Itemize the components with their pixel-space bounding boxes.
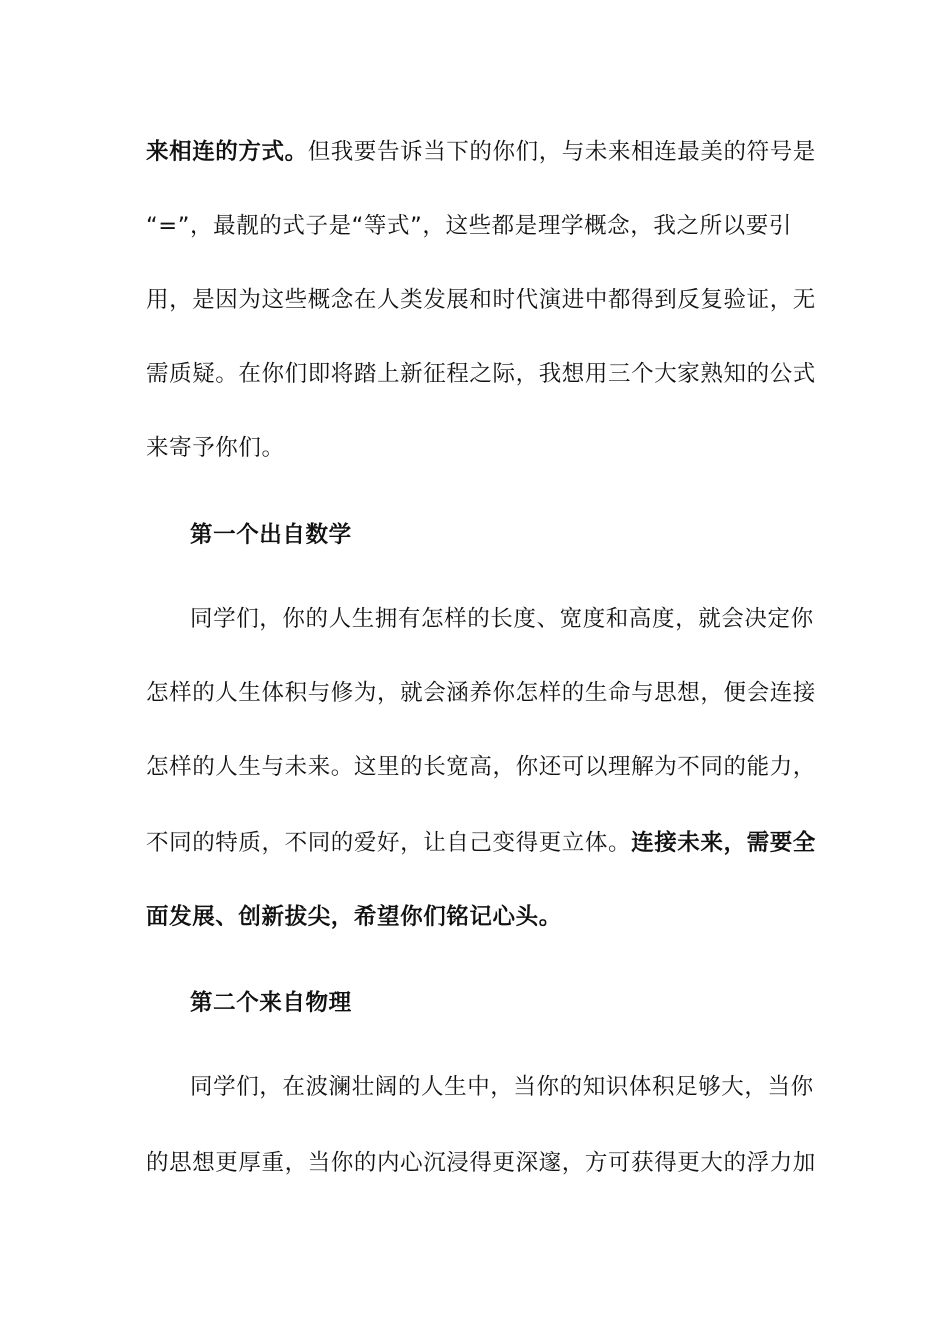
body-text: 但我要告诉当下的你们，与未来相连最美的符号是 xyxy=(307,139,816,165)
paragraph-line-2 xyxy=(146,211,806,241)
body-text: “=”，最靓的式子是“等式”，这些都是理学概念，我之所以要引 xyxy=(146,213,792,239)
heading-text: 第二个来自物理 xyxy=(190,990,352,1016)
body-text: 同学们，在波澜壮阔的人生中，当你的知识体积足够大，当你 xyxy=(190,1074,814,1100)
paragraph-line-13 xyxy=(190,1072,850,1102)
body-text: 不同的特质，不同的爱好，让自己变得更立体。 xyxy=(146,830,632,856)
paragraph-line-10 xyxy=(146,828,816,858)
paragraph-line-14 xyxy=(146,1148,816,1178)
body-text: 同学们，你的人生拥有怎样的长度、宽度和高度，就会决定你 xyxy=(190,606,814,632)
paragraph-line-3 xyxy=(146,285,816,315)
heading-text: 第一个出自数学 xyxy=(190,522,352,548)
paragraph-line-9 xyxy=(146,752,816,782)
bold-text: 连接未来，需要全 xyxy=(631,830,816,856)
section-heading-physics xyxy=(190,988,850,1018)
paragraph-line-7 xyxy=(190,604,850,634)
paragraph-line-4 xyxy=(146,359,816,389)
section-heading-math xyxy=(190,520,850,550)
body-text: 用，是因为这些概念在人类发展和时代演进中都得到反复验证，无 xyxy=(146,287,816,313)
bold-text: 面发展、创新拔尖，希望你们铭记心头。 xyxy=(146,904,562,930)
paragraph-line-1 xyxy=(146,137,816,167)
body-text: 来寄予你们。 xyxy=(146,435,285,461)
bold-text: 来相连的方式。 xyxy=(146,139,308,165)
paragraph-line-5 xyxy=(146,433,806,463)
body-text: 怎样的人生与未来。这里的长宽高，你还可以理解为不同的能力， xyxy=(146,754,816,780)
paragraph-line-8 xyxy=(146,678,816,708)
body-text: 怎样的人生体积与修为，就会涵养你怎样的生命与思想，便会连接 xyxy=(146,680,816,706)
body-text: 需质疑。在你们即将踏上新征程之际，我想用三个大家熟知的公式 xyxy=(146,361,816,387)
body-text: 的思想更厚重，当你的内心沉浸得更深邃，方可获得更大的浮力加 xyxy=(146,1150,816,1176)
paragraph-line-11 xyxy=(146,902,806,932)
